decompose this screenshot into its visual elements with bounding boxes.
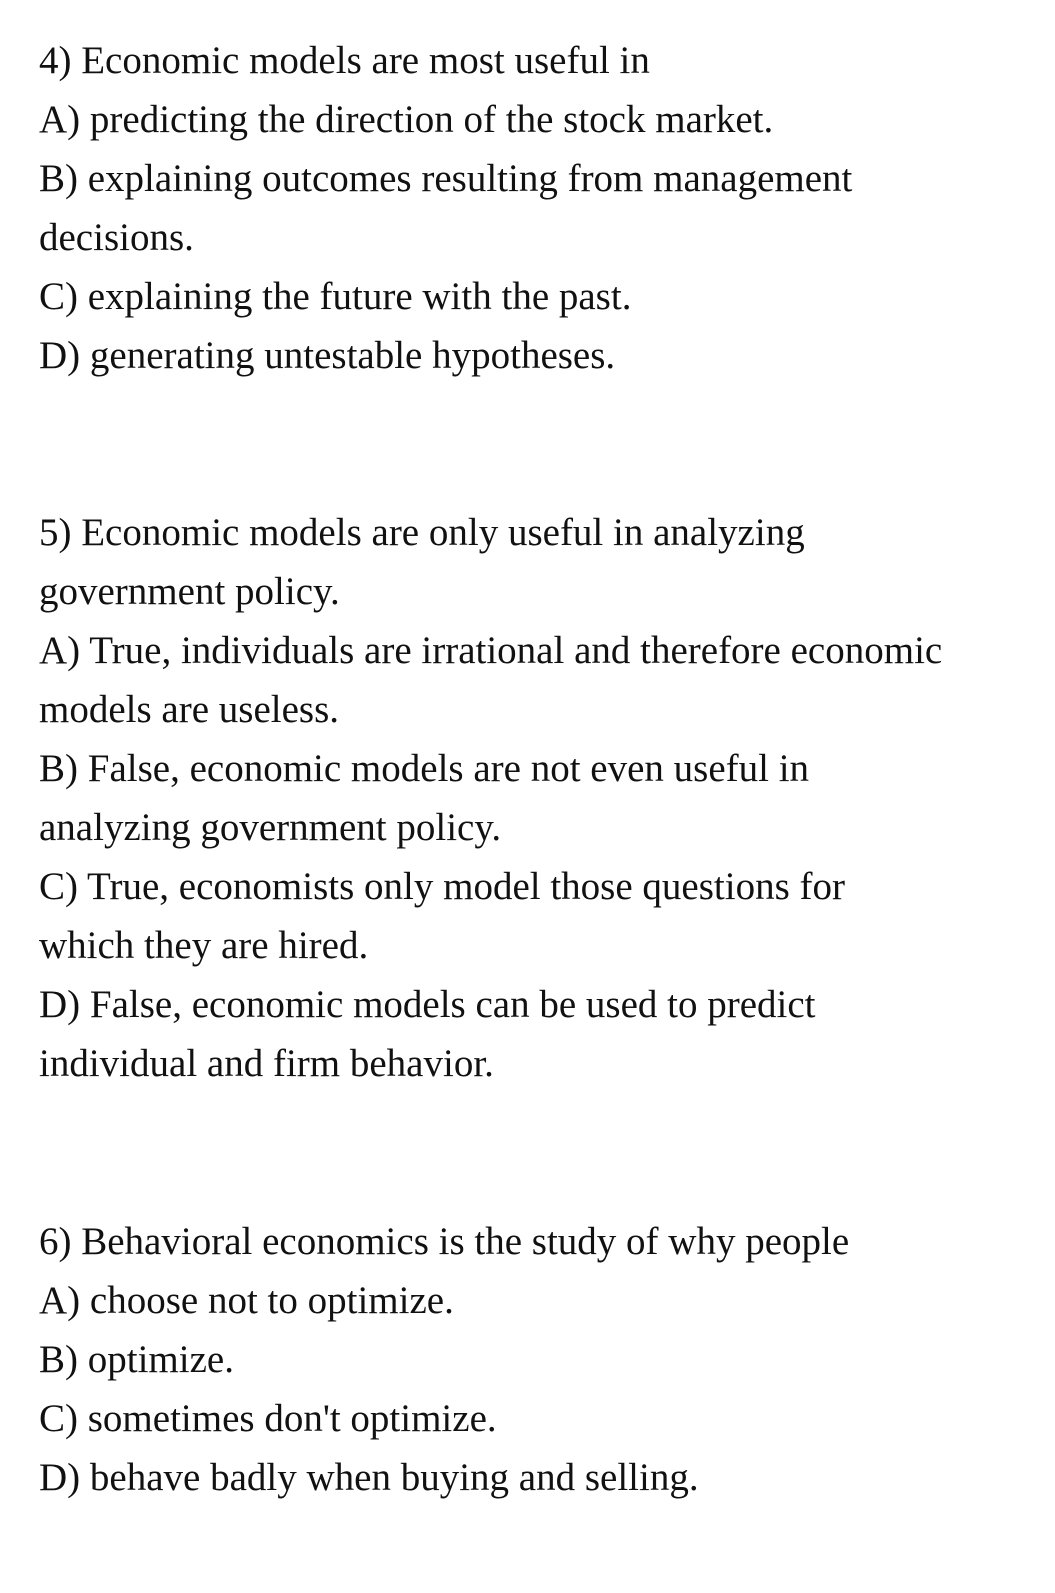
question-5-option-c: C) True, economists only model those questions for (39, 865, 845, 908)
question-6-stem: 6) Behavioral economics is the study of why people (39, 1220, 850, 1263)
question-5-option-d-continued: individual and firm behavior. (39, 1042, 494, 1085)
question-5-option-a-continued: models are useless. (39, 688, 340, 731)
question-5-stem: 5) Economic models are only useful in analyzing (39, 511, 805, 554)
question-6-option-b: B) optimize. (39, 1338, 234, 1381)
question-4-stem: 4) Economic models are most useful in (39, 39, 650, 82)
question-6-option-a: A) choose not to optimize. (39, 1279, 454, 1322)
question-5-option-b: B) False, economic models are not even useful in (39, 747, 810, 790)
question-5-option-d: D) False, economic models can be used to predict (39, 983, 816, 1026)
question-4-option-d: D) generating untestable hypotheses. (39, 334, 616, 377)
question-5-option-c-continued: which they are hired. (39, 924, 369, 967)
question-4-option-c: C) explaining the future with the past. (39, 275, 632, 318)
question-5-stem-continued: government policy. (39, 570, 340, 613)
question-5-option-b-continued: analyzing government policy. (39, 806, 502, 849)
question-6-option-c: C) sometimes don't optimize. (39, 1397, 497, 1440)
question-4-option-a: A) predicting the direction of the stock market. (39, 98, 774, 141)
question-4-option-b: B) explaining outcomes resulting from management (39, 157, 853, 200)
question-4-option-b-continued: decisions. (39, 216, 194, 259)
question-6-option-d: D) behave badly when buying and selling. (39, 1456, 699, 1499)
question-5-option-a: A) True, individuals are irrational and therefore economic (39, 629, 943, 672)
